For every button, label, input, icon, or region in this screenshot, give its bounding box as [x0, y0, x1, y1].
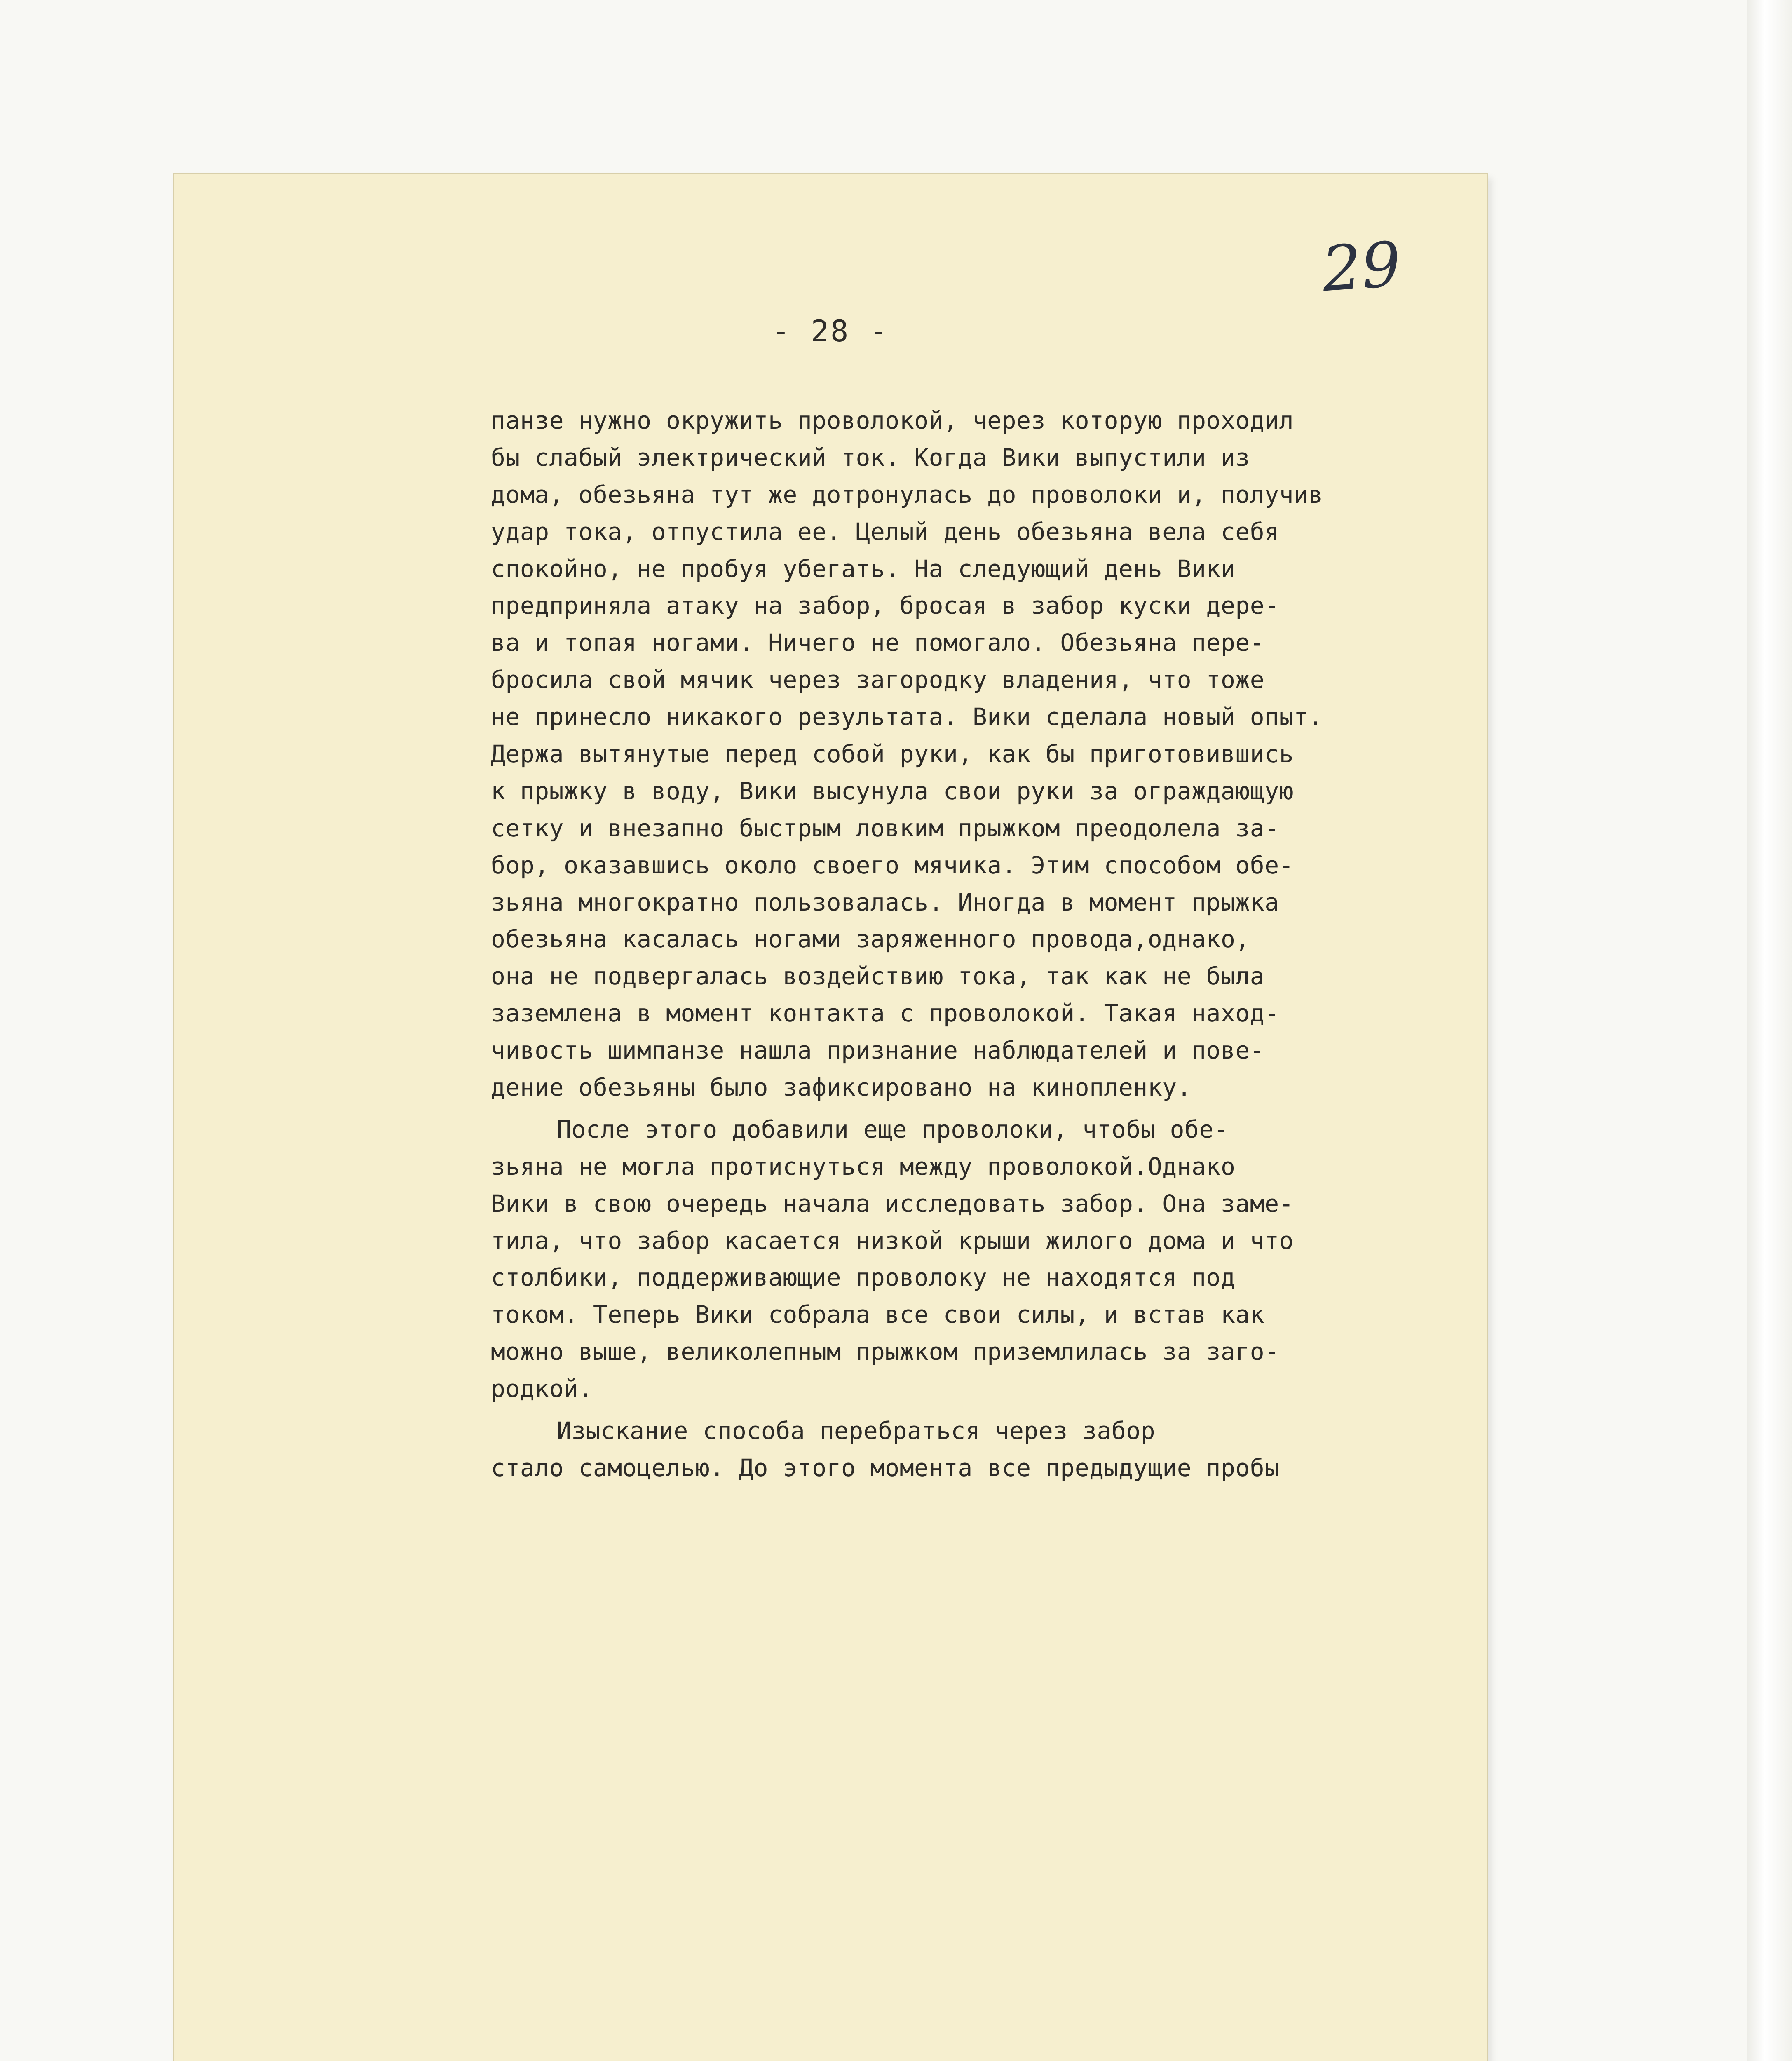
text-line: зьяна многократно пользовалась. Иногда в момент прыжка [491, 888, 1279, 916]
text-line: можно выше, великолепным прыжком приземлилась за заго- [491, 1338, 1279, 1366]
text-line: стало самоцелью. До этого момента все предыдущие пробы [491, 1453, 1279, 1482]
page-number: - 28 - [772, 314, 889, 348]
text-line: обезьяна касалась ногами заряженного провода,однако, [491, 925, 1250, 953]
text-line: столбики, поддерживающие проволоку не находятся под [491, 1263, 1236, 1292]
text-line: дома, обезьяна тут же дотронулась до проволоки и, получив [491, 480, 1323, 509]
text-line: ва и топая ногами. Ничего не помогало. Обезьяна пере- [491, 629, 1265, 657]
text-line: дение обезьяны было зафиксировано на кинопленку. [491, 1073, 1192, 1102]
text-line: бросила свой мячик через загородку владения, что тоже [491, 666, 1265, 694]
text-line: чивость шимпанзе нашла признание наблюдателей и пове- [491, 1036, 1265, 1065]
text-line: После этого добавили еще проволоки, чтобы обе- [557, 1115, 1229, 1143]
document-text [491, 402, 1447, 1487]
text-line: предприняла атаку на забор, бросая в забор куски дере- [491, 592, 1279, 620]
text-line: родкой. [491, 1375, 593, 1403]
text-line: зьяна не могла протиснуться между проволокой.Однако [491, 1152, 1236, 1181]
text-line: бор, оказавшись около своего мячика. Этим способом обе- [491, 851, 1294, 879]
text-line: панзе нужно окружить проволокой, через которую проходил [491, 406, 1294, 434]
text-line: бы слабый электрический ток. Когда Вики выпустили из [491, 443, 1250, 472]
scan-right-edge [1747, 0, 1792, 2061]
archive-page-number: 29 [1320, 228, 1403, 306]
text-line: сетку и внезапно быстрым ловким прыжком преодолела за- [491, 814, 1279, 842]
text-line: заземлена в момент контакта с проволокой. Такая наход- [491, 999, 1279, 1028]
text-line: Держа вытянутые перед собой руки, как бы приготовившись [491, 740, 1294, 768]
text-line: спокойно, не пробуя убегать. На следующий день Вики [491, 554, 1236, 583]
text-line: Изыскание способа перебраться через забор [557, 1417, 1156, 1445]
text-line: удар тока, отпустила ее. Целый день обезьяна вела себя [491, 517, 1279, 546]
document-page [173, 173, 1488, 2061]
text-line: током. Теперь Вики собрала все свои силы, и встав как [491, 1300, 1265, 1329]
text-line: тила, что забор касается низкой крыши жилого дома и что [491, 1226, 1294, 1255]
text-line: она не подвергалась воздействию тока, так как не была [491, 962, 1265, 991]
text-line: не принесло никакого результата. Вики сделала новый опыт. [491, 703, 1323, 731]
text-line: Вики в свою очередь начала исследовать забор. Она заме- [491, 1189, 1294, 1218]
text-line: к прыжку в воду, Вики высунула свои руки за ограждающую [491, 777, 1294, 805]
